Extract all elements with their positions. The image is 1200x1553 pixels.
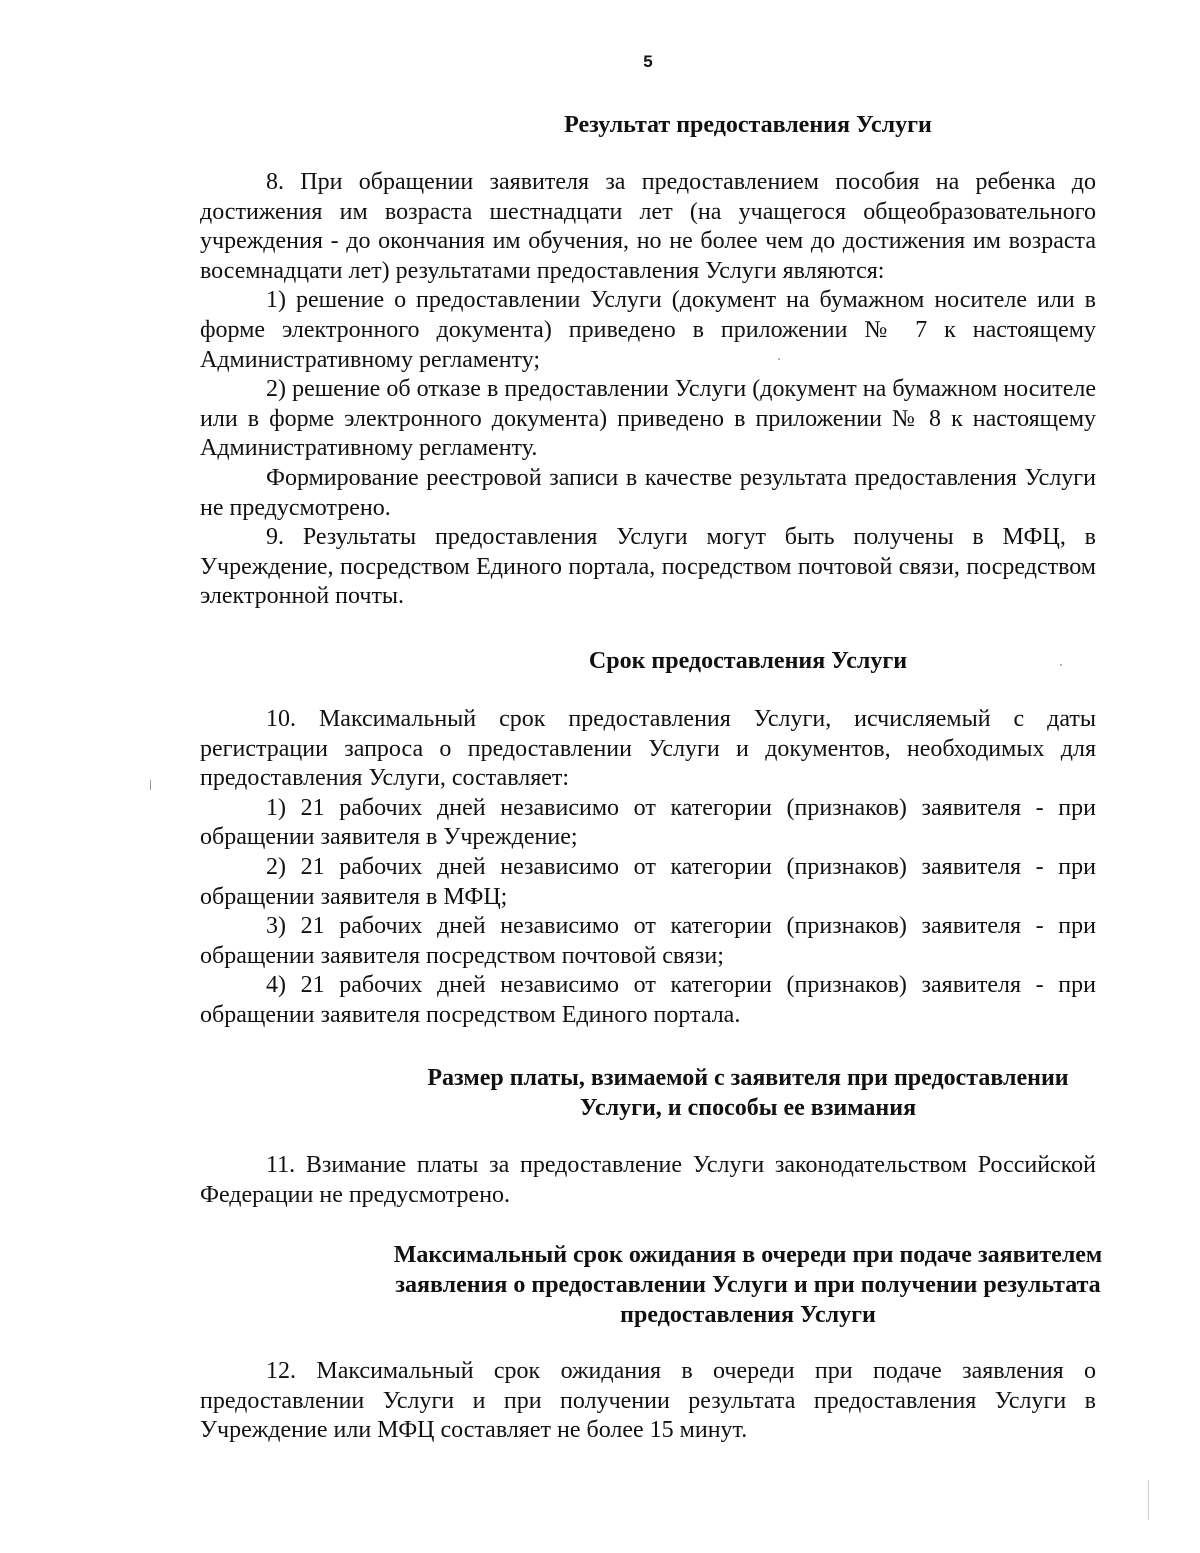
section-heading-queue — [200, 1240, 1200, 1330]
paragraph-8: 8. При обращении заявителя за предоставлением пособия на ребенка до достижения им возраста шестнадцати лет (на учащегося общеобразовательного учреждения - до окончания им обучения, но не более чем до достижения им возраста восемнадцати лет) результатами предоставления Услуги являются: — [200, 169, 1096, 284]
paragraph-10-item-3: 3) 21 рабочих дней независимо от категории (признаков) заявителя - при обращении заявителя посредством почтовой связи; — [200, 913, 1096, 969]
section-heading-result: Результат предоставления Услуги — [564, 112, 932, 138]
paragraph-10-item-2: 2) 21 рабочих дней независимо от категории (признаков) заявителя - при обращении заявителя в МФЦ; — [200, 853, 1096, 910]
scan-speck — [150, 780, 151, 790]
scan-speck — [1060, 664, 1062, 666]
page-number: 5 — [643, 52, 653, 71]
heading-line: предоставления Услуги — [620, 1302, 876, 1328]
section-body-term — [200, 705, 1096, 1031]
heading-line: заявления о предоставлении Услуги и при получении результата — [395, 1272, 1101, 1298]
section-heading-term: Срок предоставления Услуги — [588, 648, 908, 674]
paragraph-12: 12. Максимальный срок ожидания в очереди при подаче заявления о предоставлении Услуги и при получении результата предоставления Услуги в Учреждение или МФЦ составляет не более 15 минут. — [200, 1358, 1096, 1444]
section-body-queue — [200, 1357, 1096, 1446]
section-body-fee — [200, 1151, 1096, 1210]
heading-line: Размер платы, взимаемой с заявителя при предоставлении — [427, 1065, 1069, 1091]
section-body-result — [200, 168, 1096, 612]
paragraph-10-item-4: 4) 21 рабочих дней независимо от категории (признаков) заявителя - при обращении заявителя посредством Единого портала. — [200, 972, 1096, 1028]
scan-speck — [778, 358, 780, 360]
paragraph-registry-record: Формирование реестровой записи в качестве результата предоставления Услуги не предусмотрено. — [200, 464, 1096, 521]
paragraph-10-item-1: 1) 21 рабочих дней независимо от категории (признаков) заявителя - при обращении заявителя в Учреждение; — [200, 794, 1096, 851]
paragraph-11: 11. Взимание платы за предоставление Услуги законодательством Российской Федерации не предусмотрено. — [200, 1152, 1096, 1208]
paragraph-10: 10. Максимальный срок предоставления Услуги, исчисляемый с даты регистрации запроса о предоставлении Услуги и документов, необходимых для предоставления Услуги, составляет: — [200, 706, 1096, 792]
paragraph-9: 9. Результаты предоставления Услуги могут быть получены в МФЦ, в Учреждение, посредством Единого портала, посредством почтовой связи, посредством электронной почты. — [200, 524, 1096, 610]
heading-line: Услуги, и способы ее взимания — [579, 1095, 917, 1121]
scan-speck — [1148, 1480, 1149, 1520]
paragraph-8-item-2: 2) решение об отказе в предоставлении Услуги (документ на бумажном носителе или в форме электронного документа) приведено в приложении № 8 к настоящему Административному регламенту. — [200, 376, 1096, 462]
section-heading-fee — [200, 1063, 1200, 1123]
heading-line: Максимальный срок ожидания в очереди при подаче заявителем — [393, 1242, 1103, 1268]
paragraph-8-item-1: 1) решение о предоставлении Услуги (документ на бумажном носителе или в форме электронного документа) приведено в приложении № 7 к настоящему Административному регламенту; — [200, 287, 1096, 373]
